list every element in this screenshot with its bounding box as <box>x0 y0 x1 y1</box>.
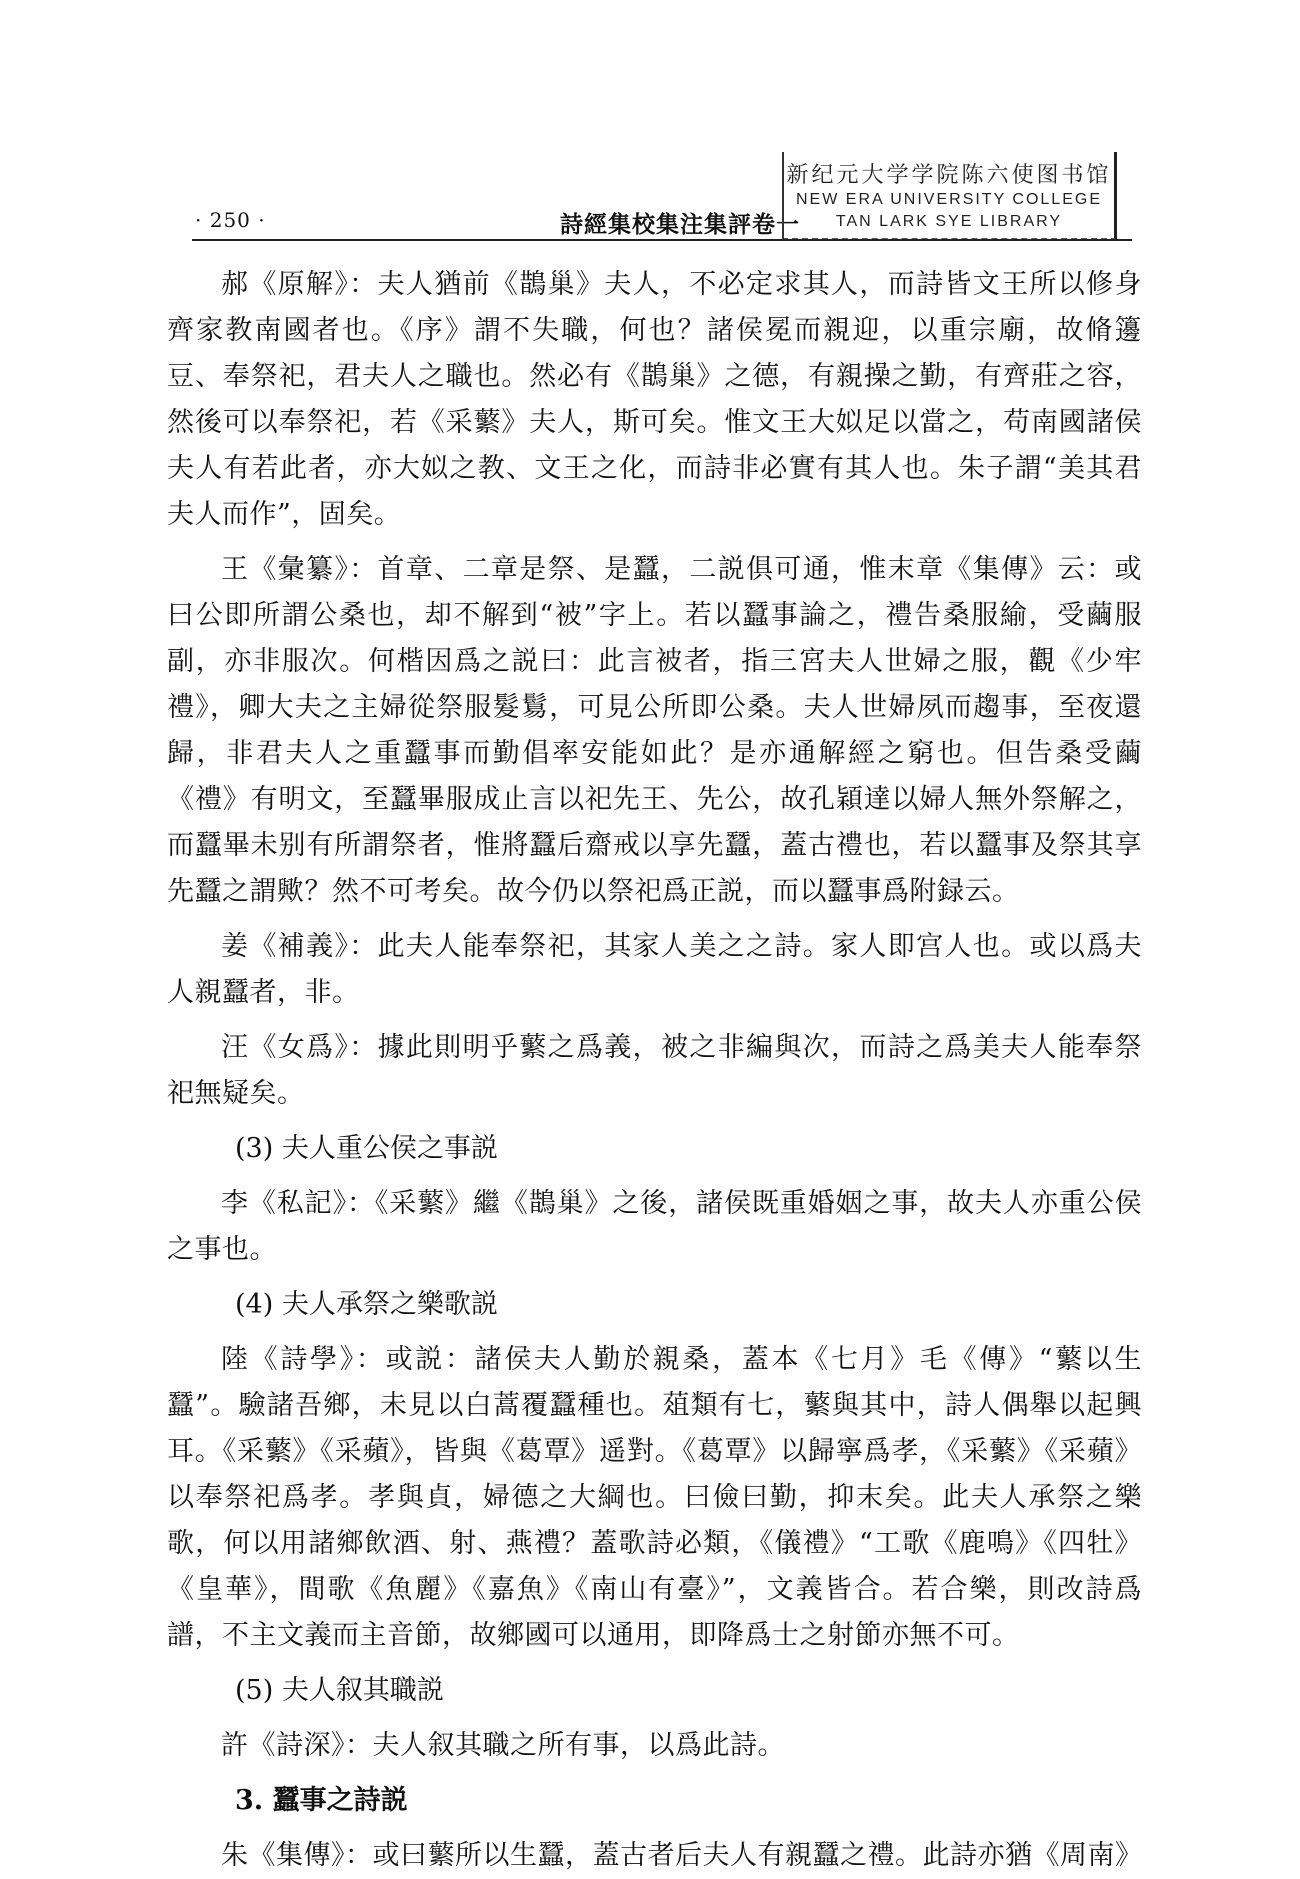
section-heading-4: (4) 夫人承祭之樂歌説 <box>235 1289 498 1320</box>
paragraph-lu-shixue: 陸《詩學》：或説：諸侯夫人勤於親桑，蓋本《七月》毛《傳》“蘩以生蠶”。驗諸吾鄉，未見以白蒿覆蠶種也。葅類有七，蘩與其中，詩人偶舉以起興耳。《采蘩》《采蘋》，皆與《葛覃》遥對。《葛覃》以歸寧爲孝，《采蘩》《采蘋》以奉祭祀爲孝。孝與貞，婦德之大綱也。曰儉曰勤，抑末矣。此夫人承祭之樂歌，何以用諸鄉飲酒、射、燕禮？蓋歌詩必類，《儀禮》“工歌《鹿鳴》《四牡》《皇華》，間歌《魚麗》《嘉魚》《南山有臺》”，文義皆合。若合樂，則改詩爲譜，不主文義而主音節，故鄉國可以通用，即降爲士之射節亦無不可。 <box>167 1344 1142 1651</box>
stamp-chinese-text: 新纪元大学学院陈六使图书馆 <box>786 163 1112 188</box>
stamp-english-line-2: TAN LARK SYE LIBRARY <box>835 213 1063 230</box>
section-heading-3: (3) 夫人重公侯之事説 <box>235 1133 498 1164</box>
paragraph-jiang-buyi: 姜《補義》：此夫人能奉祭祀，其家人美之之詩。家人即宫人也。或以爲夫人親蠶者，非。 <box>167 931 1142 1008</box>
paragraph-hao-yuanjie: 郝《原解》：夫人猶前《鵲巢》夫人，不必定求其人，而詩皆文王所以修身齊家教南國者也。《序》謂不失職，何也？諸侯冕而親迎，以重宗廟，故脩籩豆、奉祭祀，君夫人之職也。然必有《鵲巢》之德，有親操之勤，有齊莊之容，然後可以奉祭祀，若《采蘩》夫人，斯可矣。惟文王大姒足以當之，苟南國諸侯夫人有若此者，亦大姒之教、文王之化，而詩非必實有其人也。朱子謂“美其君夫人而作”，固矣。 <box>167 269 1142 530</box>
running-title: 詩經集校集注集評卷一 <box>560 211 800 238</box>
page-number: · 250 · <box>195 208 266 232</box>
library-stamp <box>782 152 1117 240</box>
page-header <box>0 0 1300 250</box>
page-body <box>167 262 1142 1879</box>
section-heading-silkworm: 3. 蠶事之詩説 <box>235 1785 408 1816</box>
stamp-english-line-1: NEW ERA UNIVERSITY COLLEGE <box>796 191 1102 208</box>
paragraph-wang-huizuan: 王《彙纂》：首章、二章是祭、是蠶，二説俱可通，惟末章《集傳》云：或曰公即所謂公桑也，却不解到“被”字上。若以蠶事論之，禮告桑服緰，受繭服副，亦非服次。何楷因爲之説曰：此言被者，指三宮夫人世婦之服，觀《少牢禮》，卿大夫之主婦從祭服髮鬄，可見公所即公桑。夫人世婦夙而趨事，至夜還歸，非君夫人之重蠶事而勤倡率安能如此？是亦通解經之窮也。但告桑受繭《禮》有明文，至蠶畢服成止言以祀先王、先公，故孔穎達以婦人無外祭解之，而蠶畢未别有所謂祭者，惟將蠶后齋戒以享先蠶，蓋古禮也，若以蠶事及祭其享先蠶之謂歟？然不可考矣。故今仍以祭祀爲正説，而以蠶事爲附録云。 <box>167 554 1142 907</box>
section-heading-5: (5) 夫人叙其職説 <box>235 1675 444 1706</box>
header-rule <box>192 239 1132 241</box>
paragraph-zhu-jizhuan: 朱《集傳》：或曰蘩所以生蠶，蓋古者后夫人有親蠶之禮。此詩亦猶《周南》 <box>221 1840 1143 1871</box>
paragraph-xu-shishen: 許《詩深》：夫人叙其職之所有事，以爲此詩。 <box>221 1730 785 1761</box>
paragraph-li-siji: 李《私記》：《采蘩》繼《鵲巢》之後，諸侯既重婚姻之事，故夫人亦重公侯之事也。 <box>167 1188 1142 1265</box>
paragraph-wang-nuwei: 汪《女爲》：據此則明乎蘩之爲義，被之非編與次，而詩之爲美夫人能奉祭祀無疑矣。 <box>167 1032 1142 1109</box>
